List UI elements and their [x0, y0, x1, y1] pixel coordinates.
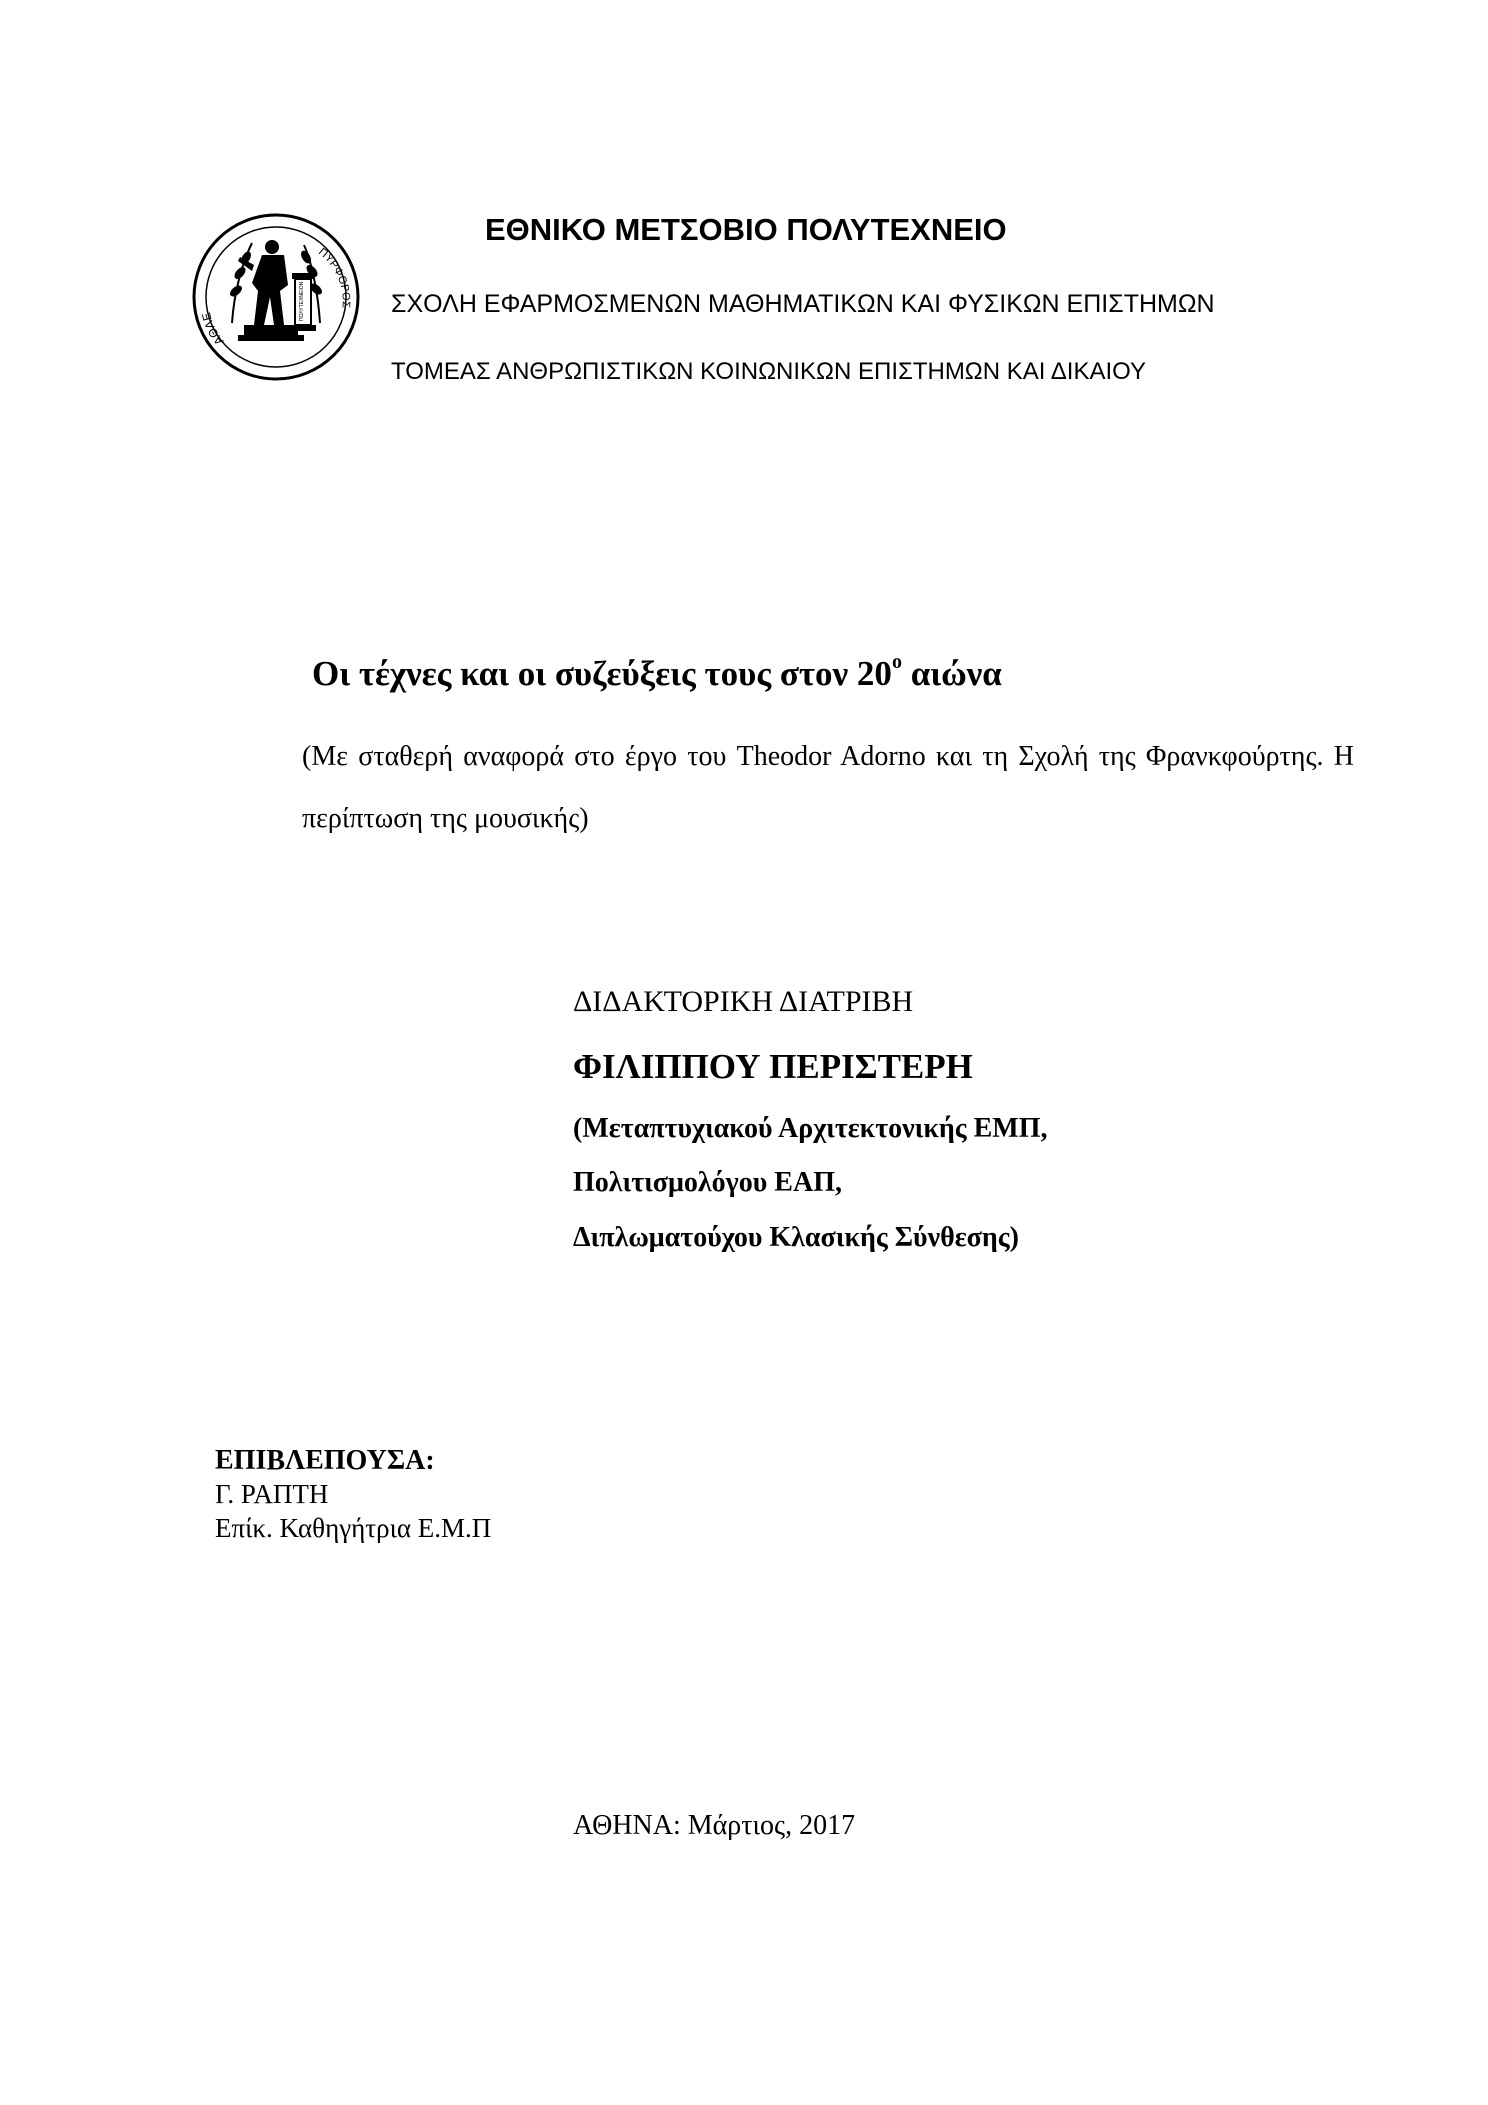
thesis-title-end: αιώνα	[901, 654, 1002, 693]
author-name: ΦΙΛΙΠΠΟΥ ΠΕΡΙΣΤΕΡΗ	[573, 1047, 973, 1086]
thesis-title	[312, 651, 1002, 694]
university-name: ΕΘΝΙΚΟ ΜΕΤΣΟΒΙΟ ΠΟΛΥΤΕΧΝΕΙΟ	[485, 212, 1007, 247]
university-seal-icon	[192, 213, 360, 381]
seal-text-right: ΠΥΡΦΟΡΟΣ	[316, 245, 352, 309]
author-credential: Πολιτισμολόγου ΕΑΠ,	[573, 1167, 842, 1198]
author-credential: (Μεταπτυχιακού Αρχιτεκτονικής ΕΜΠ,	[573, 1113, 1048, 1144]
seal-column-text: ΠΟΛΥΤΕΧΝΕΙΟΝ	[299, 281, 305, 321]
supervisor-title: Επίκ. Καθηγήτρια Ε.Μ.Π	[215, 1513, 492, 1543]
thesis-subtitle: (Με σταθερή αναφορά στο έργο του Theodor Adorno και τη Σχολή της Φρανκφούρτης. Η περίπτωση της μουσικής)	[302, 741, 1354, 834]
department-name: ΤΟΜΕΑΣ ΑΝΘΡΩΠΙΣΤΙΚΩΝ ΚΟΙΝΩΝΙΚΩΝ ΕΠΙΣΤΗΜΩΝ ΚΑΙ ΔΙΚΑΙΟΥ	[391, 358, 1147, 385]
thesis-title-superscript: ο	[891, 651, 902, 674]
place-date: ΑΘΗΝΑ: Μάρτιος, 2017	[573, 1810, 856, 1841]
seal-text-left: ΑΘΛΕ	[199, 311, 227, 348]
supervisor-name: Γ. ΡΑΠΤΗ	[215, 1479, 329, 1509]
thesis-title-main: Οι τέχνες και οι συζεύξεις τους στον 20	[312, 654, 892, 693]
supervisor-label: ΕΠΙΒΛΕΠΟΥΣΑ:	[215, 1445, 435, 1476]
school-name: ΣΧΟΛΗ ΕΦΑΡΜΟΣΜΕΝΩΝ ΜΑΘΗΜΑΤΙΚΩΝ ΚΑΙ ΦΥΣΙΚΩΝ ΕΠΙΣΤΗΜΩΝ	[391, 290, 1215, 318]
author-credential: Διπλωματούχου Κλασικής Σύνθεσης)	[573, 1222, 1019, 1253]
document-type: ΔΙΔΑΚΤΟΡΙΚΗ ΔΙΑΤΡΙΒΗ	[573, 985, 914, 1018]
